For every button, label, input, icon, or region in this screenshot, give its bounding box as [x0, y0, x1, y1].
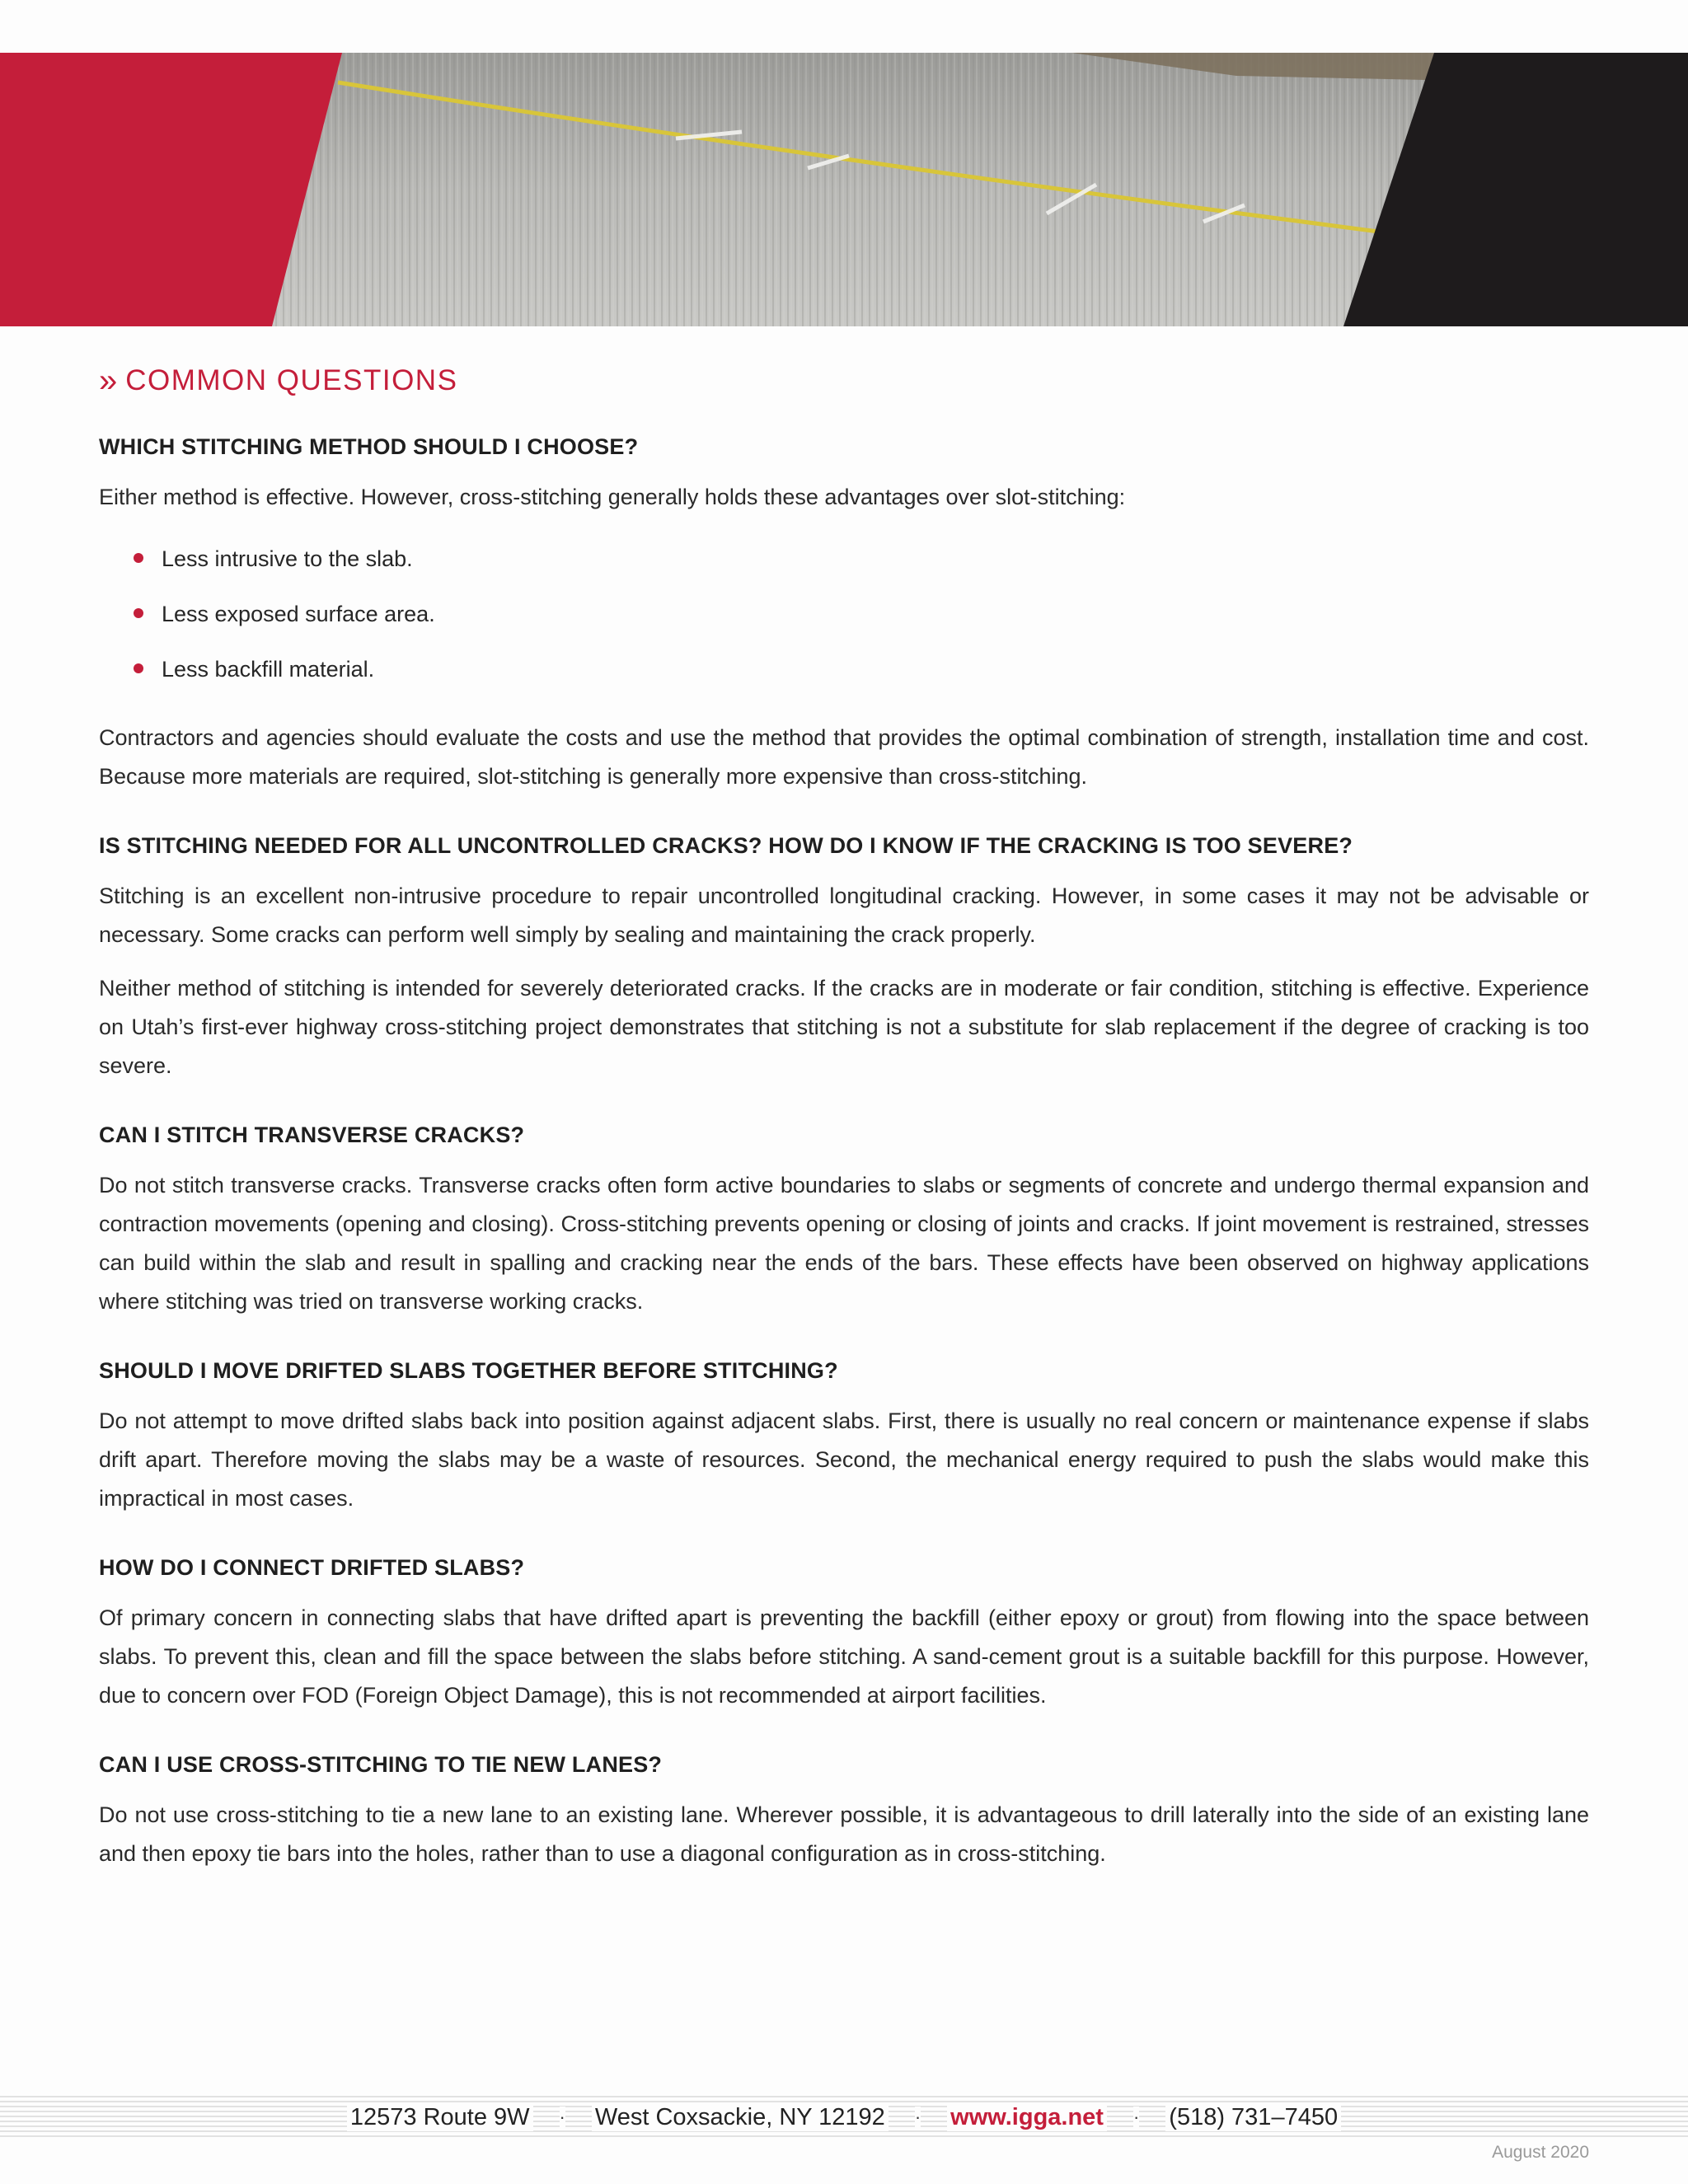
list-item: Less intrusive to the slab. — [134, 532, 1589, 587]
pavement-photo — [0, 53, 1688, 326]
footer-city: West Coxsackie, NY 12192 — [592, 2104, 889, 2131]
footer-separator: · — [559, 2107, 565, 2127]
bullet-dot-icon — [134, 663, 143, 673]
bullet-dot-icon — [134, 553, 143, 563]
bullet-dot-icon — [134, 608, 143, 618]
question-title: CAN I USE CROSS-STITCHING TO TIE NEW LANES? — [99, 1752, 663, 1777]
question-intro: Either method is effective. However, cross-stitching generally holds these advantages over slot-stitching: — [99, 485, 1126, 509]
footer-address: 12573 Route 9W — [347, 2104, 533, 2131]
question-title: IS STITCHING NEEDED FOR ALL UNCONTROLLED CRACKS? HOW DO I KNOW IF THE CRACKING IS TOO SEVERE? — [99, 833, 1353, 858]
answer-paragraph: Do not stitch transverse cracks. Transverse cracks often form active boundaries to slabs or segments of concrete and undergo thermal expansion and contraction movements (opening and closing). Cross-stitching prevents opening or closing of joints and cracks. If joint movement is restrained, stresses can build within the slab and result in spalling and cracking near the ends of the bars. These effects have been observed on highway applications where stitching was tried on transverse working cracks. — [99, 1173, 1589, 1314]
footer-contact — [0, 2100, 1688, 2135]
answer-paragraph: Neither method of stitching is intended for severely deteriorated cracks. If the cracks are in moderate or fair condition, stitching is effective. Experience on Utah’s first-ever highway cross-stitching project demonstrates that stitching is not a substitute for slab replacement if the degree of cracking is too severe. — [99, 976, 1589, 1078]
question-block — [99, 1750, 1589, 1873]
answer-paragraph: Stitching is an excellent non-intrusive procedure to repair uncontrolled longitudinal cracking. However, in some cases it may not be advisable or necessary. Some cracks can perform well simply by sealing and maintaining the crack properly. — [99, 883, 1589, 947]
question-block — [99, 1356, 1589, 1518]
document-date: August 2020 — [1492, 2143, 1589, 2162]
answer-paragraph: Do not attempt to move drifted slabs back into position against adjacent slabs. First, there is usually no real concern or maintenance expense if slabs drift apart. Therefore moving the slabs may be a waste of resources. Second, the mechanical energy required to push the slabs would make this impractical in most cases. — [99, 1408, 1589, 1511]
answer-paragraph: Do not use cross-stitching to tie a new lane to an existing lane. Wherever possible, it is advantageous to drill laterally into the side of an existing lane and then epoxy tie bars into the holes, rather than to use a diagonal configuration as in cross-stitching. — [99, 1802, 1589, 1866]
section-title: COMMON QUESTIONS — [125, 364, 458, 396]
header-banner — [0, 53, 1688, 326]
footer-phone: (518) 731–7450 — [1165, 2104, 1341, 2131]
footer-website-link[interactable]: www.igga.net — [947, 2104, 1107, 2131]
question-title: HOW DO I CONNECT DRIFTED SLABS? — [99, 1555, 525, 1580]
question-title: WHICH STITCHING METHOD SHOULD I CHOOSE? — [99, 434, 639, 459]
answer-paragraph: Of primary concern in connecting slabs that have drifted apart is preventing the backfill (either epoxy or grout) from flowing into the space between slabs. To prevent this, clean and fill the space between the slabs before stitching. A sand-cement grout is a suitable backfill for this purpose. However, due to concern over FOD (Foreign Object Damage), this is not recommended at airport facilities. — [99, 1605, 1589, 1708]
main-content — [99, 359, 1589, 1908]
question-block — [99, 1120, 1589, 1321]
list-item: Less exposed surface area. — [134, 587, 1589, 642]
question-block — [99, 1553, 1589, 1715]
section-heading — [99, 359, 1589, 402]
advantages-list — [99, 532, 1589, 697]
question-title: SHOULD I MOVE DRIFTED SLABS TOGETHER BEFORE STITCHING? — [99, 1358, 838, 1383]
question-block — [99, 432, 1589, 796]
question-title: CAN I STITCH TRANSVERSE CRACKS? — [99, 1122, 525, 1147]
footer-separator: · — [914, 2107, 921, 2127]
question-block — [99, 831, 1589, 1085]
chevron-right-icon: » — [99, 362, 115, 399]
list-item: Less backfill material. — [134, 642, 1589, 697]
footer-separator: · — [1132, 2107, 1140, 2127]
answer-paragraph: Contractors and agencies should evaluate the costs and use the method that provides the optimal combination of strength, installation time and cost. Because more materials are required, slot-stitching is generally more expensive than cross-stitching. — [99, 725, 1589, 789]
